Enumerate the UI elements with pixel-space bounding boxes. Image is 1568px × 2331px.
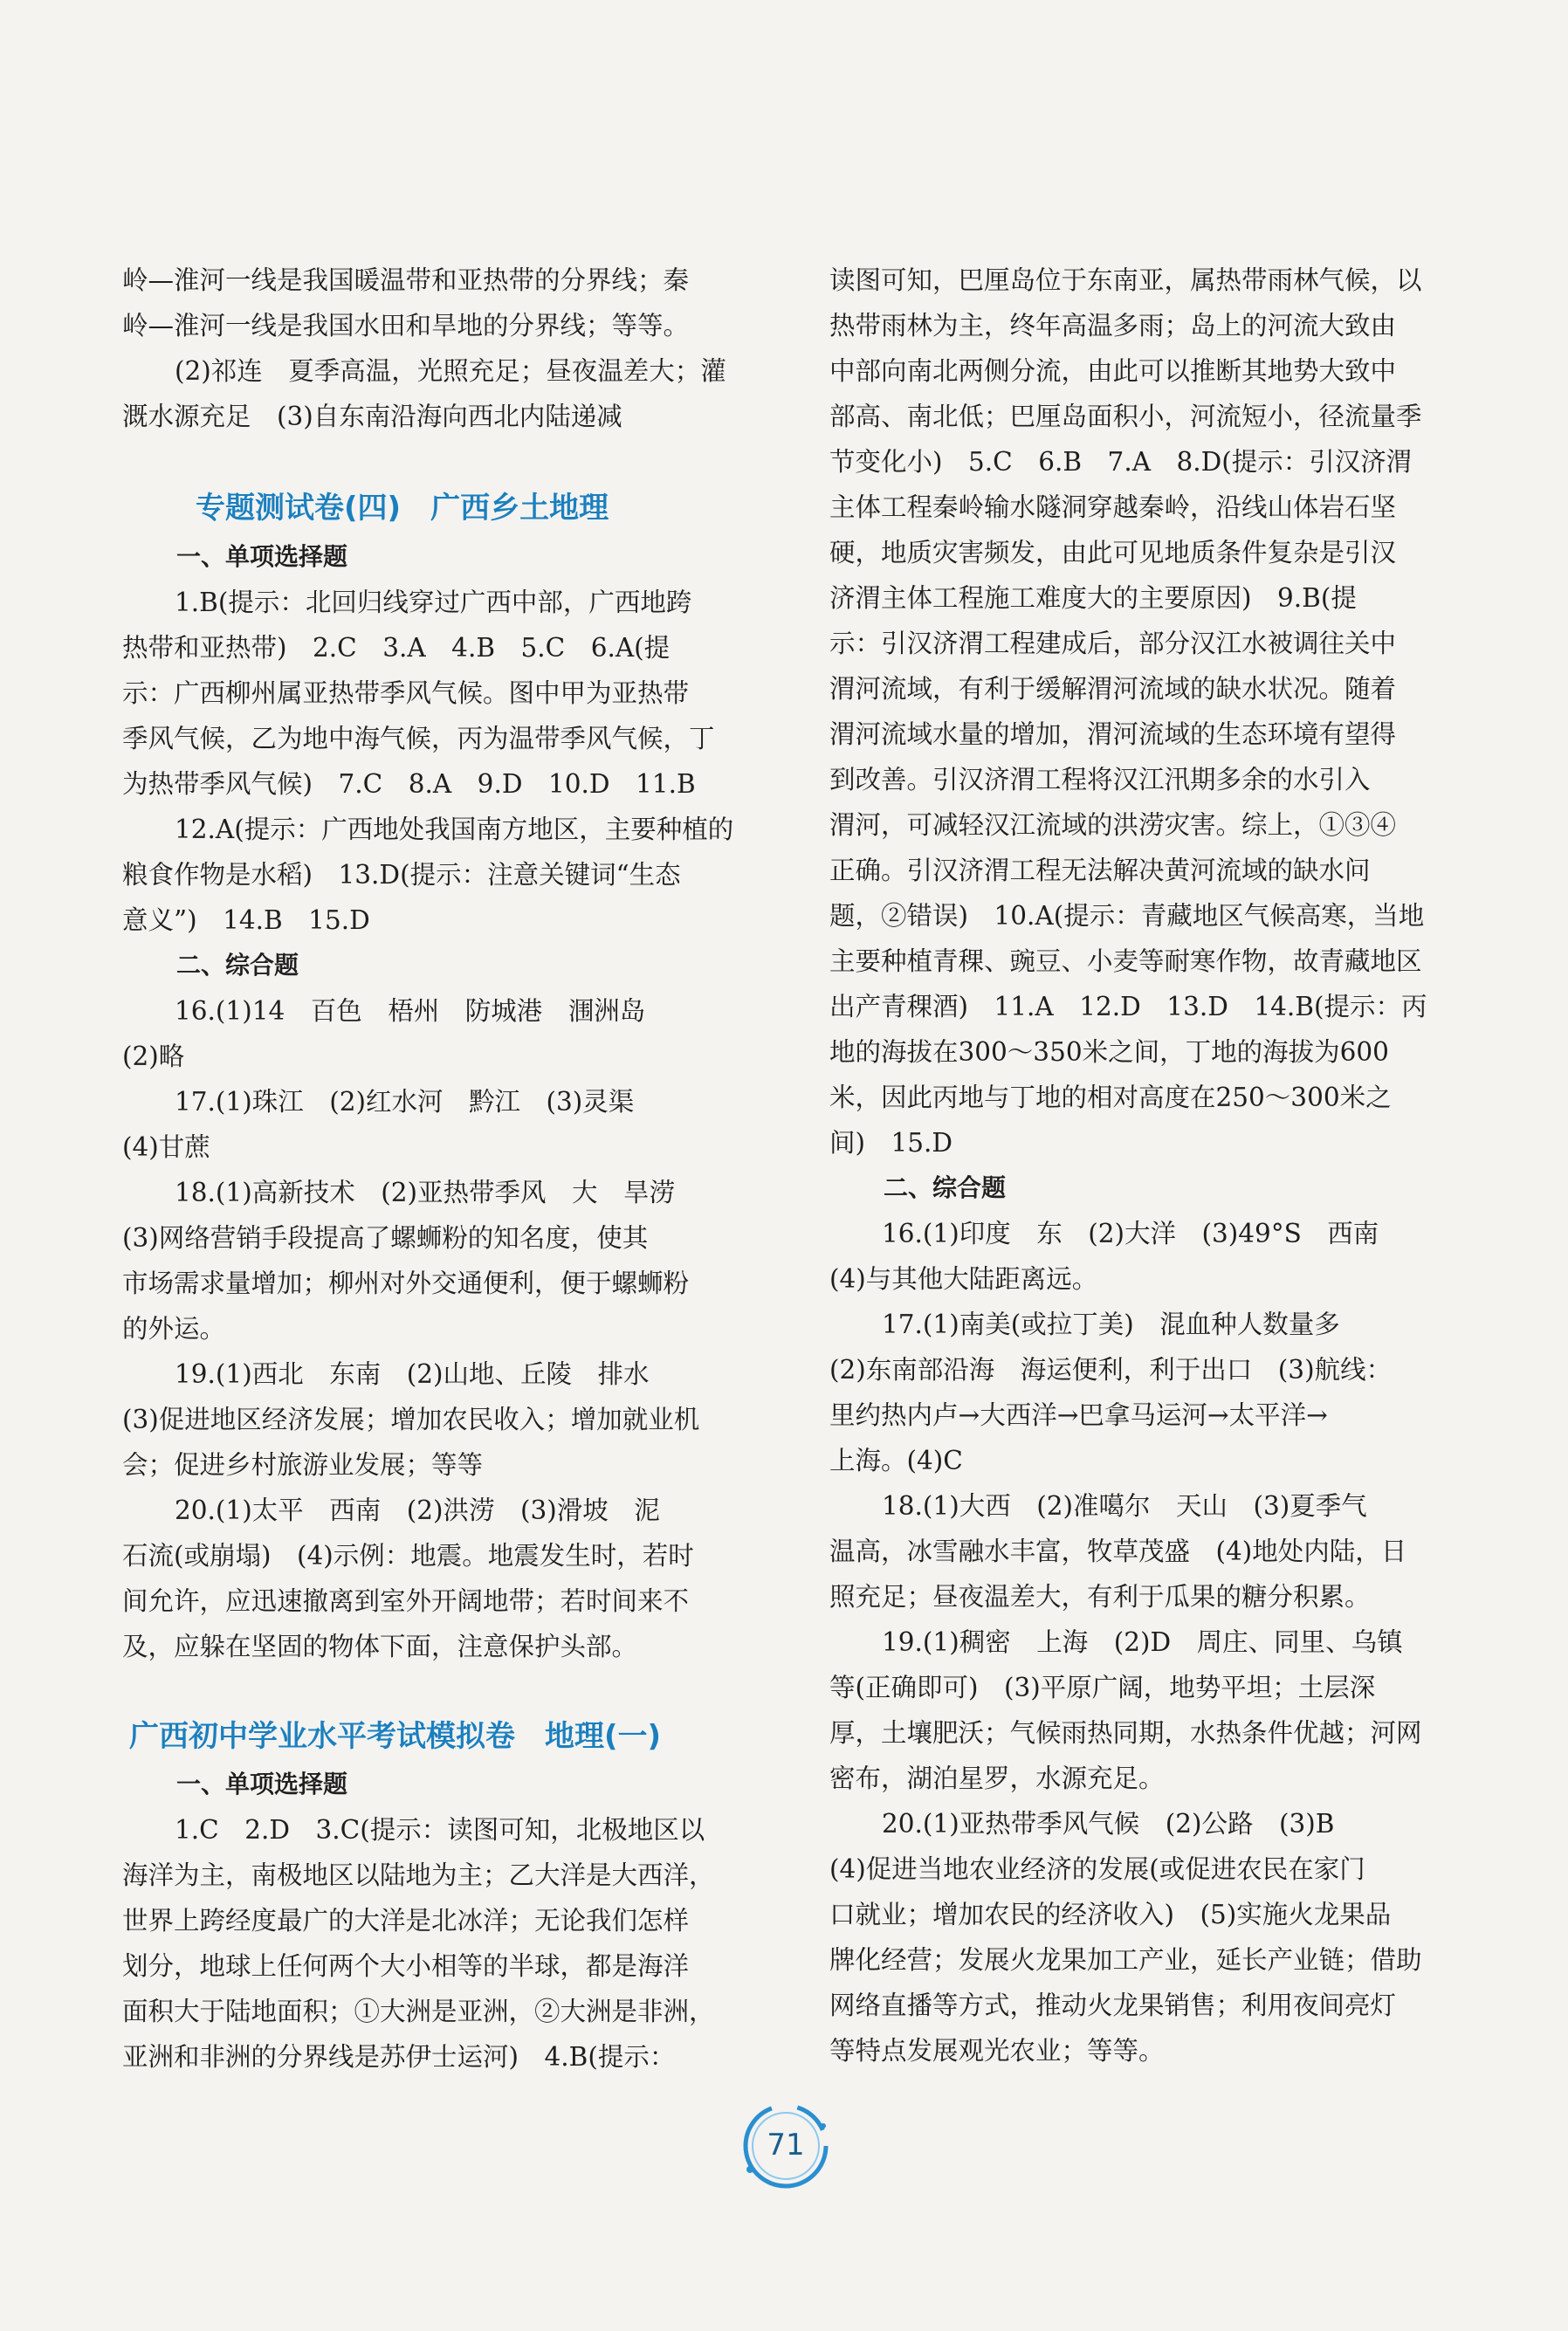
text-line: 照充足；昼夜温差大，有利于瓜果的糖分积累。 — [829, 1582, 1371, 1612]
text-line: 间) 15.D — [829, 1128, 953, 1158]
text-line: (4)促进当地农业经济的发展(或促进农民在家门 — [829, 1854, 1365, 1884]
text-line: 厚，土壤肥沃；气候雨热同期，水热条件优越；河网 — [829, 1718, 1422, 1748]
text-line: 读图可知，巴厘岛位于东南亚，属热带雨林气候，以 — [829, 265, 1422, 295]
text-line: (4)甘蔗 — [122, 1132, 210, 1162]
text-line: 粮食作物是水稻) 13.D(提示：注意关键词“生态 — [122, 860, 681, 890]
text-line: 正确。引汉济渭工程无法解决黄河流域的缺水问 — [829, 856, 1371, 885]
text-line: (2)略 — [122, 1042, 185, 1071]
text-line: 渭河，可减轻汉江流域的洪涝灾害。综上，①③④ — [829, 810, 1397, 840]
text-line: 到改善。引汉济渭工程将汉江汛期多余的水引入 — [829, 765, 1371, 794]
text-line: 石流(或崩塌) (4)示例：地震。地震发生时，若时 — [122, 1541, 694, 1571]
text-line: 题，②错误) 10.A(提示：青藏地区气候高寒，当地 — [829, 901, 1425, 931]
text-line: 热带雨林为主，终年高温多雨；岛上的河流大致由 — [829, 311, 1397, 340]
text-line: 20.(1)太平 西南 (2)洪涝 (3)滑坡 泥 — [175, 1496, 660, 1525]
text-line: 部高、南北低；巴厘岛面积小，河流短小，径流量季 — [829, 402, 1422, 431]
text-line: 会；促进乡村旅游业发展；等等 — [122, 1450, 484, 1480]
text-line: 为热带季风气候) 7.C 8.A 9.D 10.D 11.B — [122, 769, 696, 799]
subsection-heading: 二、综合题 — [176, 951, 299, 980]
text-line: 密布，湖泊星罗，水源充足。 — [829, 1764, 1165, 1793]
text-line: 米，因此丙地与丁地的相对高度在250～300米之 — [829, 1083, 1392, 1112]
text-line: 岭—淮河一线是我国水田和旱地的分界线；等等。 — [122, 311, 690, 340]
section-heading: 专题测试卷(四) 广西乡土地理 — [196, 491, 609, 526]
text-line: 牌化经营；发展火龙果加工产业，延长产业链；借助 — [829, 1945, 1422, 1975]
text-line: 热带和亚热带) 2.C 3.A 4.B 5.C 6.A(提 — [122, 633, 671, 663]
text-line: 市场需求量增加；柳州对外交通便利，便于螺蛳粉 — [122, 1269, 690, 1298]
text-line: 世界上跨经度最广的大洋是北冰洋；无论我们怎样 — [122, 1906, 690, 1936]
text-line: 济渭主体工程施工难度大的主要原因) 9.B(提 — [829, 583, 1357, 613]
text-line: 的外运。 — [122, 1314, 226, 1344]
text-line: 温高，冰雪融水丰富，牧草茂盛 (4)地处内陆，日 — [829, 1537, 1407, 1566]
text-line: 渭河流域水量的增加，渭河流域的生态环境有望得 — [829, 719, 1397, 749]
text-line: 中部向南北两侧分流，由此可以推断其地势大致中 — [829, 356, 1397, 386]
text-line: 1.B(提示：北回归线穿过广西中部，广西地跨 — [175, 588, 692, 617]
text-line: 渭河流域，有利于缓解渭河流域的缺水状况。随着 — [829, 674, 1397, 704]
subsection-heading: 一、单项选择题 — [176, 542, 348, 571]
text-line: 岭—淮河一线是我国暖温带和亚热带的分界线；秦 — [122, 265, 690, 295]
text-line: (3)促进地区经济发展；增加农民收入；增加就业机 — [122, 1405, 700, 1434]
page-number: 71 — [767, 2128, 805, 2163]
text-line: 亚洲和非洲的分界线是苏伊士运河) 4.B(提示： — [122, 2042, 676, 2072]
text-line: 1.C 2.D 3.C(提示：读图可知，北极地区以 — [175, 1815, 705, 1845]
text-line: 19.(1)西北 东南 (2)山地、丘陵 排水 — [175, 1359, 650, 1389]
text-line: 网络直播等方式，推动火龙果销售；利用夜间亮灯 — [829, 1991, 1397, 2020]
section-heading: 广西初中学业水平考试模拟卷 地理(一) — [129, 1719, 662, 1754]
text-line: 19.(1)稠密 上海 (2)D 周庄、同里、乌镇 — [882, 1627, 1403, 1657]
text-line: 意义”) 14.B 15.D — [122, 905, 370, 935]
subsection-heading: 一、单项选择题 — [176, 1770, 348, 1798]
text-line: 划分，地球上任何两个大小相等的半球，都是海洋 — [122, 1951, 690, 1981]
text-line: 季风气候，乙为地中海气候，丙为温带季风气候，丁 — [122, 724, 715, 753]
text-line: (2)东南部沿海 海运便利，利于出口 (3)航线： — [829, 1355, 1393, 1385]
text-line: 17.(1)珠江 (2)红水河 黔江 (3)灵渠 — [175, 1087, 635, 1117]
text-line: 20.(1)亚热带季风气候 (2)公路 (3)B — [882, 1809, 1335, 1839]
text-line: 间允许，应迅速撤离到室外开阔地带；若时间来不 — [122, 1586, 690, 1616]
text-line: 口就业；增加农民的经济收入) (5)实施火龙果品 — [829, 1900, 1392, 1929]
text-line: (3)网络营销手段提高了螺蛳粉的知名度，使其 — [122, 1223, 649, 1253]
text-line: 节变化小) 5.C 6.B 7.A 8.D(提示：引汉济渭 — [829, 447, 1413, 477]
text-line: 示：引汉济渭工程建成后，部分汉江水被调往关中 — [829, 629, 1397, 658]
text-line: 主要种植青稞、豌豆、小麦等耐寒作物，故青藏地区 — [829, 946, 1422, 976]
text-line: (4)与其他大陆距离远。 — [829, 1264, 1098, 1294]
text-line: 地的海拔在300～350米之间，丁地的海拔为600 — [829, 1037, 1389, 1067]
text-line: 等特点发展观光农业；等等。 — [829, 2036, 1165, 2066]
text-line: 16.(1)14 百色 梧州 防城港 涠洲岛 — [175, 996, 646, 1026]
text-line: 等(正确即可) (3)平原广阔，地势平坦；土层深 — [829, 1673, 1376, 1702]
text-line: 上海。(4)C — [829, 1446, 963, 1475]
text-line: 主体工程秦岭输水隧洞穿越秦岭，沿线山体岩石坚 — [829, 492, 1397, 522]
text-line: 出产青稞酒) 11.A 12.D 13.D 14.B(提示：丙 — [829, 992, 1427, 1021]
text-line: 18.(1)高新技术 (2)亚热带季风 大 旱涝 — [175, 1178, 675, 1207]
text-line: 海洋为主，南极地区以陆地为主；乙大洋是大西洋， — [122, 1860, 715, 1890]
text-line: 示：广西柳州属亚热带季风气候。图中甲为亚热带 — [122, 678, 690, 708]
text-line: 溉水源充足 (3)自东南沿海向西北内陆递减 — [122, 402, 622, 431]
subsection-heading: 二、综合题 — [884, 1173, 1007, 1202]
text-line: 面积大于陆地面积；①大洲是亚洲，②大洲是非洲， — [122, 1997, 715, 2026]
text-line: 硬，地质灾害频发，由此可见地质条件复杂是引汉 — [829, 538, 1397, 567]
text-line: 17.(1)南美(或拉丁美) 混血种人数量多 — [882, 1310, 1340, 1339]
text-line: (2)祁连 夏季高温，光照充足；昼夜温差大；灌 — [175, 356, 726, 386]
text-line: 12.A(提示：广西地处我国南方地区，主要种植的 — [175, 815, 734, 844]
text-line: 16.(1)印度 东 (2)大洋 (3)49°S 西南 — [882, 1219, 1379, 1248]
page-number-badge — [739, 2100, 832, 2192]
text-line: 18.(1)大西 (2)准噶尔 天山 (3)夏季气 — [882, 1491, 1367, 1521]
text-line: 里约热内卢→大西洋→巴拿马运河→太平洋→ — [829, 1400, 1328, 1430]
text-line: 及，应躲在坚固的物体下面，注意保护头部。 — [122, 1632, 638, 1661]
